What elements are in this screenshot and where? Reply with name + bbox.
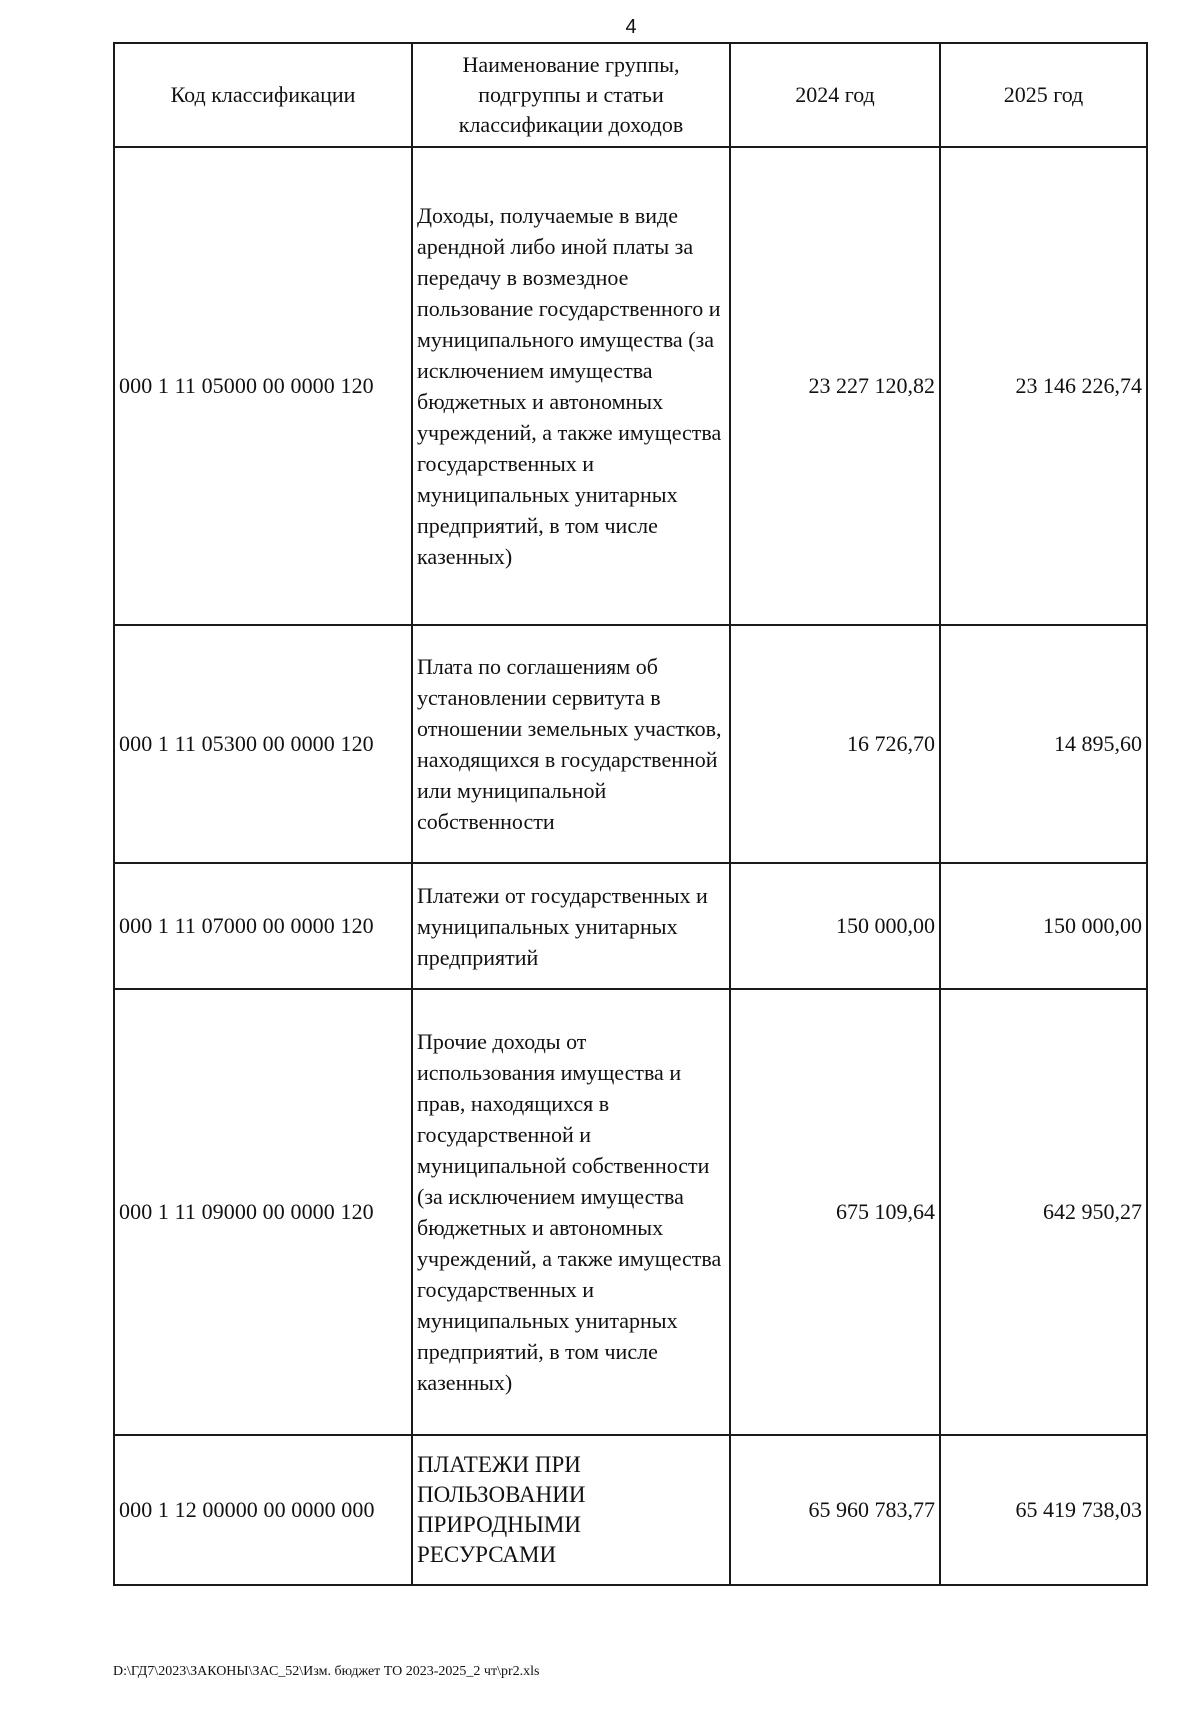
row-value-2025: 150 000,00 bbox=[940, 863, 1147, 989]
table-header-row bbox=[114, 43, 1147, 147]
row-code: 000 1 11 05300 00 0000 120 bbox=[114, 625, 412, 863]
row-name: ПЛАТЕЖИ ПРИ ПОЛЬЗОВАНИИ ПРИРОДНЫМИ РЕСУРСАМИ bbox=[412, 1435, 730, 1585]
header-name: Наименование группы, подгруппы и статьи классификации доходов bbox=[412, 43, 730, 147]
row-value-2025: 14 895,60 bbox=[940, 625, 1147, 863]
row-value-2024: 16 726,70 bbox=[730, 625, 940, 863]
table-row bbox=[114, 989, 1147, 1435]
table-row bbox=[114, 1435, 1147, 1585]
row-value-2024: 675 109,64 bbox=[730, 989, 940, 1435]
row-name: Платежи от государственных и муниципальных унитарных предприятий bbox=[412, 863, 730, 989]
row-value-2025: 642 950,27 bbox=[940, 989, 1147, 1435]
row-name: Плата по соглашениям об установлении сервитута в отношении земельных участков, находящихся в государственной или муниципальной собственности bbox=[412, 625, 730, 863]
row-value-2024: 65 960 783,77 bbox=[730, 1435, 940, 1585]
table-row bbox=[114, 147, 1147, 625]
row-code: 000 1 11 09000 00 0000 120 bbox=[114, 989, 412, 1435]
row-value-2024: 150 000,00 bbox=[730, 863, 940, 989]
table-row bbox=[114, 863, 1147, 989]
row-value-2025: 23 146 226,74 bbox=[940, 147, 1147, 625]
header-code: Код классификации bbox=[114, 43, 412, 147]
row-code: 000 1 11 07000 00 0000 120 bbox=[114, 863, 412, 989]
page-number: 4 bbox=[625, 16, 637, 38]
row-name: Доходы, получаемые в виде арендной либо иной платы за передачу в возмездное пользование государственного и муниципального имущества (за исключением имущества бюджетных и автономных учреждений, а также имущества государственных и муниципальных унитарных предприятий, в том числе казенных) bbox=[412, 147, 730, 625]
row-value-2025: 65 419 738,03 bbox=[940, 1435, 1147, 1585]
row-code: 000 1 11 05000 00 0000 120 bbox=[114, 147, 412, 625]
income-classification-table bbox=[113, 42, 1148, 1586]
row-name: Прочие доходы от использования имущества и прав, находящихся в государственной и муниципальной собственности (за исключением имущества бюджетных и автономных учреждений, а также имущества государственных и муниципальных унитарных предприятий, в том числе казенных) bbox=[412, 989, 730, 1435]
footer-file-path: D:\ГД7\2023\ЗАКОНЫ\ЗАС_52\Изм. бюджет ТО 2023-2025_2 чт\pr2.xls bbox=[113, 1664, 540, 1679]
row-value-2024: 23 227 120,82 bbox=[730, 147, 940, 625]
table-row bbox=[114, 625, 1147, 863]
header-2024: 2024 год bbox=[730, 43, 940, 147]
row-code: 000 1 12 00000 00 0000 000 bbox=[114, 1435, 412, 1585]
header-2025: 2025 год bbox=[940, 43, 1147, 147]
